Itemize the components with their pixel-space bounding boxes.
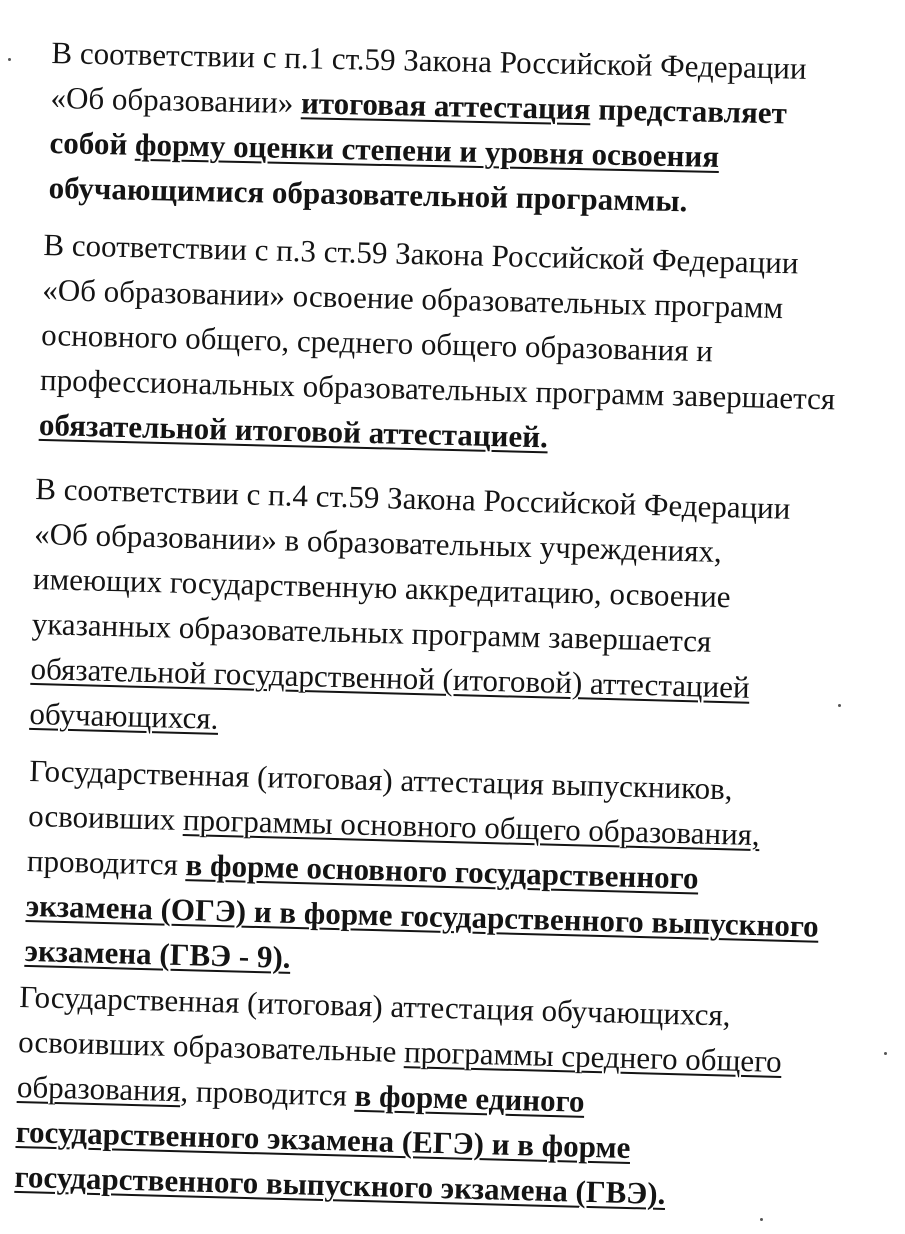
bold-text-run: обучающимися образовательной программы. [48,169,688,219]
underlined-text-run: экзамена (ОГЭ) и в форме государственного выпускного [25,887,820,944]
paragraph-final-attestation-definition [48,30,807,226]
paragraph-ege-gve [14,974,783,1219]
underlined-text-run: обязательной государственной (итоговой) аттестацией [30,650,751,705]
underlined-text-run: итоговая аттестация [300,85,591,127]
underlined-text-run: в форме основного государственного [185,847,699,896]
text-run: Государственная (итоговая) аттестация обучающихся, [18,978,731,1033]
scan-speck [760,1218,763,1221]
underlined-text-run: государственного экзамена (ЕГЭ) и в форме [15,1113,631,1166]
paragraph-mandatory-final-attestation [39,222,839,466]
paragraph-state-final-attestation [29,466,791,756]
text-run: В соответствии с п.1 ст.59 Закона Российской Федерации [51,34,807,86]
text-run: освоивших образовательные [17,1023,405,1070]
underlined-text-run: в форме единого [354,1077,585,1119]
scan-speck [838,704,841,707]
underlined-text-run: образования [16,1068,181,1109]
underlined-text-run: обязательной итоговой аттестацией. [38,406,549,455]
bold-text-run: представляет [590,91,788,131]
text-run: проводится [26,842,187,883]
text-run: В соответствии с п.4 ст.59 Закона Российской Федерации [34,470,791,526]
underlined-text-run: обучающихся. [29,695,219,736]
scan-speck [884,1052,887,1055]
bold-text-run: собой [49,124,136,162]
text-run: «Об образовании» [50,79,302,121]
underlined-text-run: программы среднего общего [403,1034,783,1079]
text-run: , проводится [180,1073,356,1113]
text-run: имеющих государственную аккредитацию, освоение [32,560,732,615]
text-run: профессиональных образовательных программ завершается [39,361,836,417]
text-run: В соответствии с п.3 ст.59 Закона Российской Федерации [43,226,799,281]
text-run: Государственная (итоговая) аттестация выпускников, [28,752,733,807]
underlined-text-run: форму оценки степени и уровня освоения [134,126,720,174]
scan-speck [8,58,11,61]
text-run: указанных образовательных программ завершается [31,605,712,659]
text-run: основного общего, среднего общего образования и [40,316,714,369]
underlined-text-run: программы основного общего образования, [182,802,761,853]
underlined-text-run: экзамена (ГВЭ - 9). [24,932,292,975]
text-run: освоивших [27,797,184,838]
text-run: «Об образовании» освоение образовательных программ [41,271,784,326]
text-run: «Об образовании» в образовательных учреждениях, [33,515,723,569]
underlined-text-run: государственного выпускного экзамена (ГВЭ). [14,1158,666,1211]
paragraph-oge-gve9 [24,748,823,994]
